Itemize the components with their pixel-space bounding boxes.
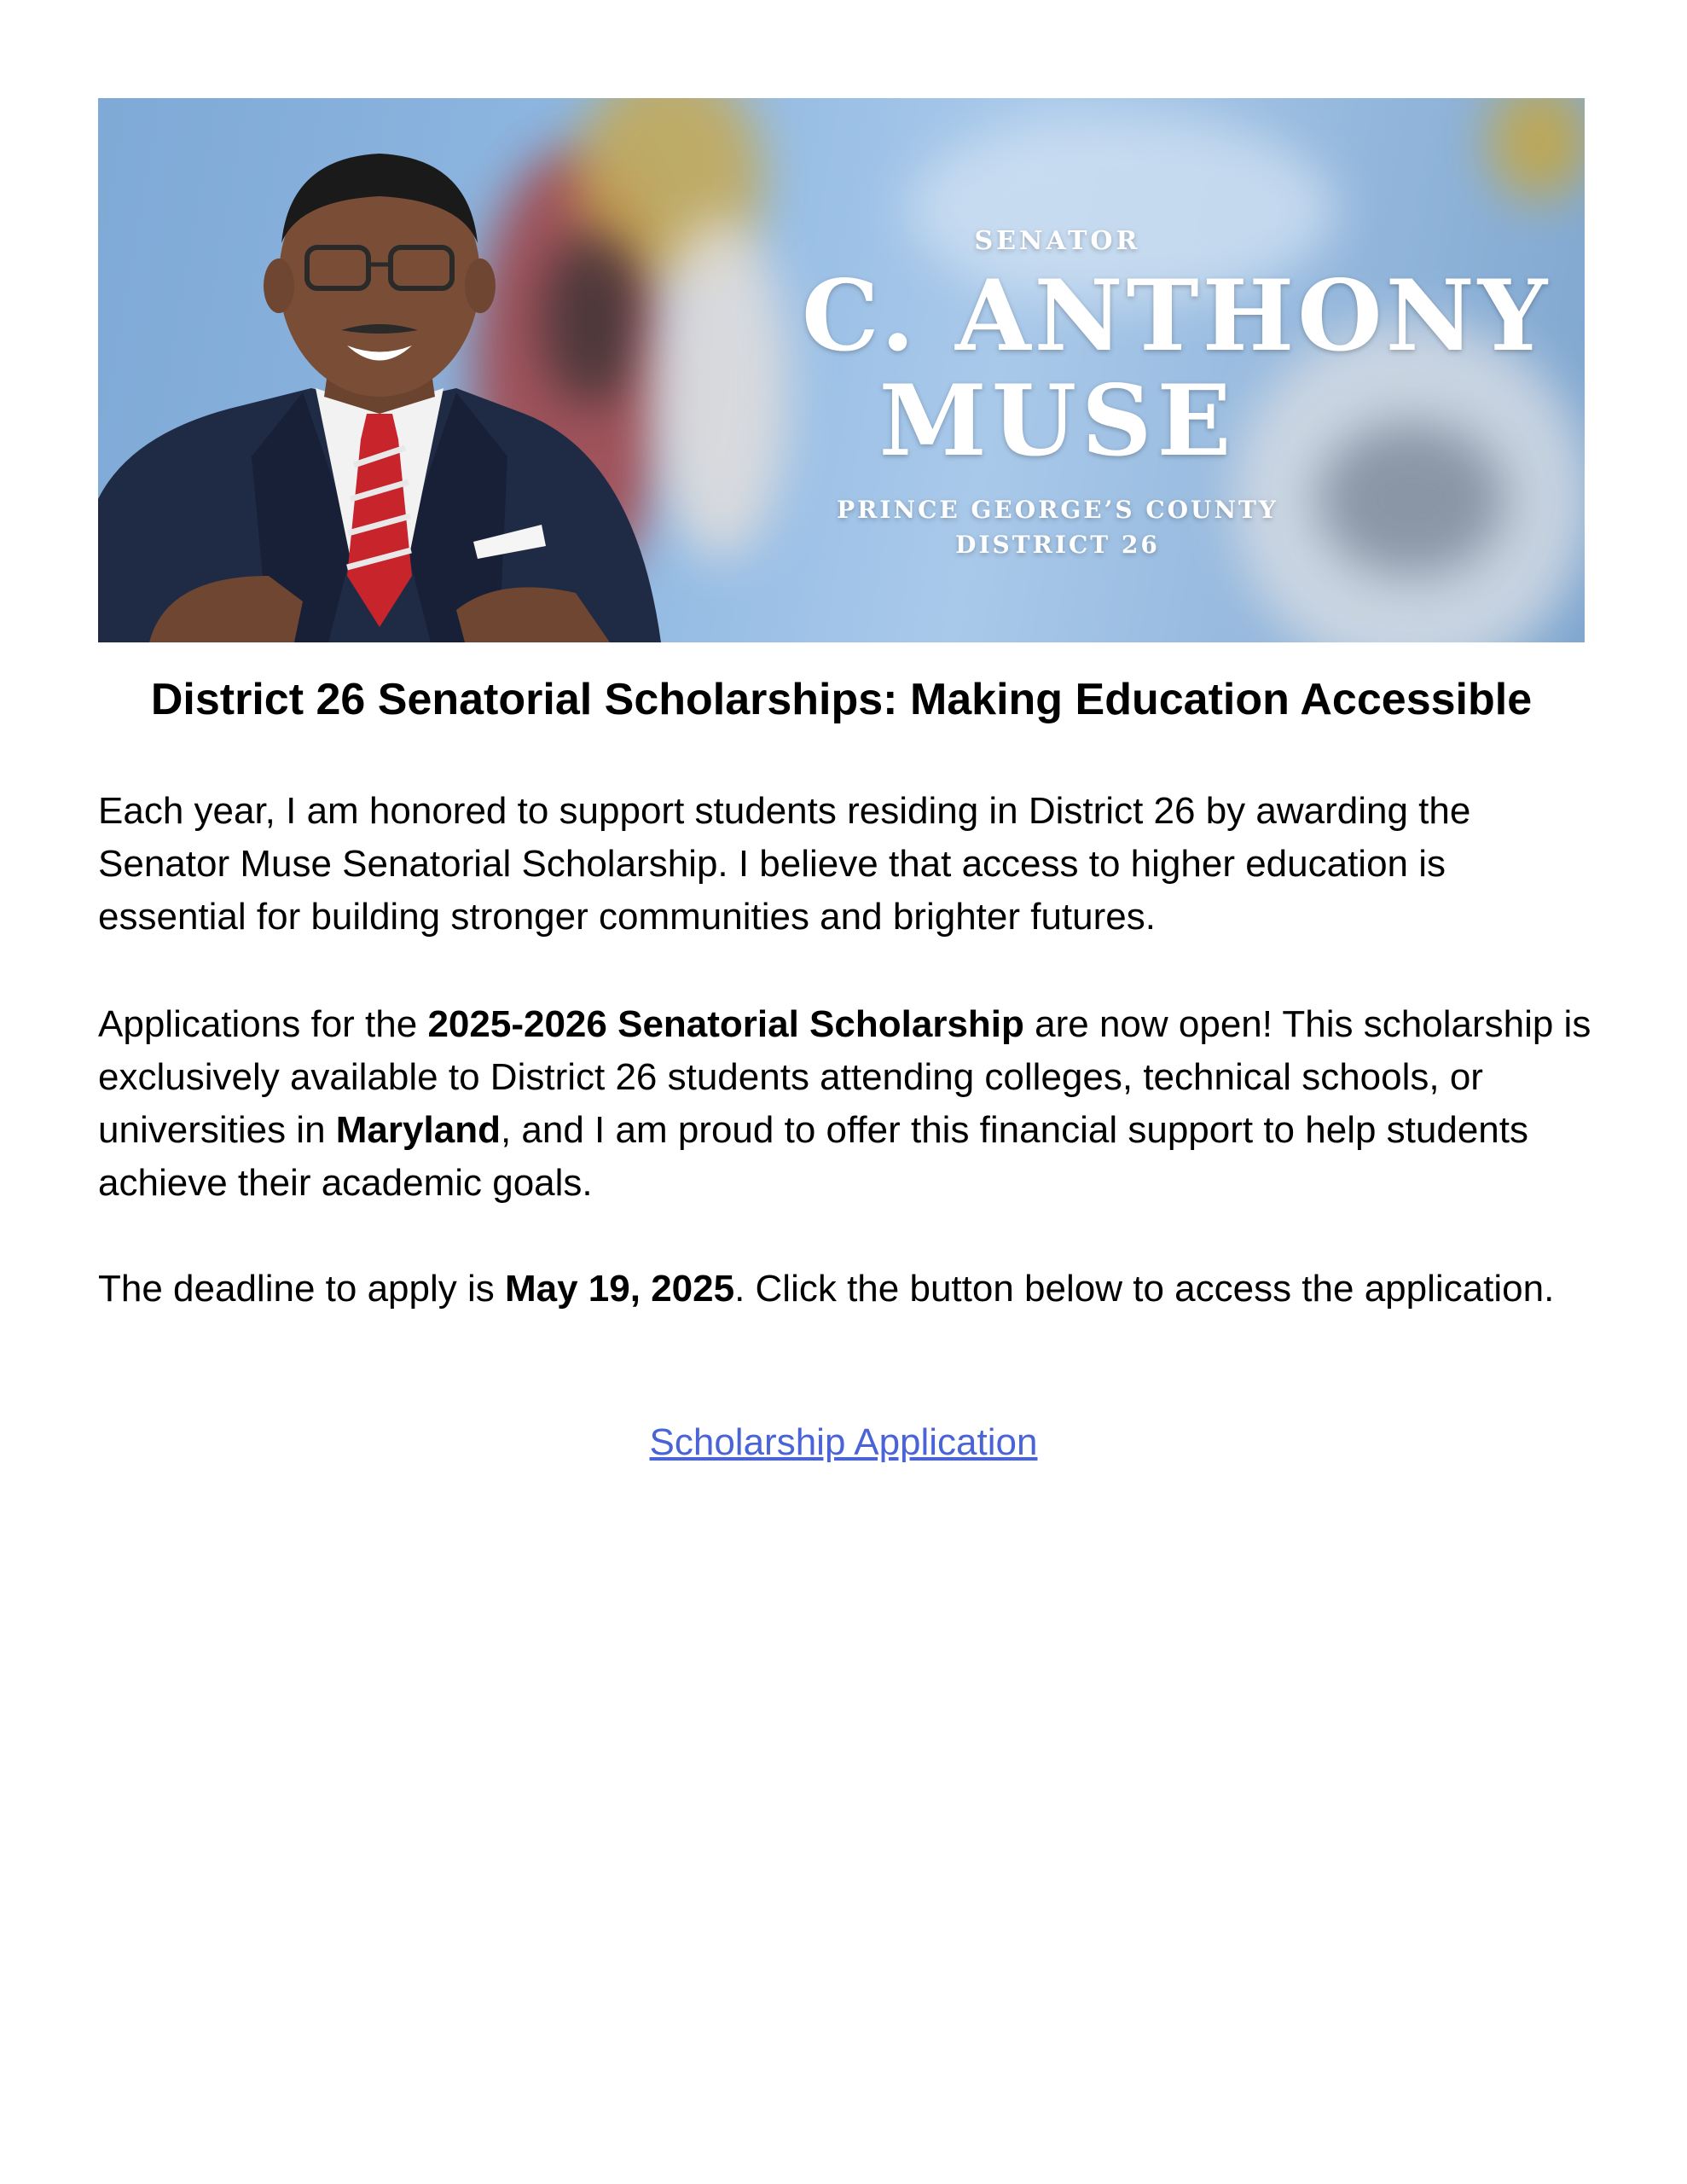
text-span: The deadline to apply is: [98, 1268, 505, 1310]
deadline-paragraph: [98, 1263, 1599, 1316]
header-banner: [98, 98, 1585, 642]
intro-paragraph: Each year, I am honored to support students residing in District 26 by awarding the Senator Muse Senatorial Scholarship. I believe that access to higher education is essential for building stronger communities and brighter futures.: [98, 790, 1471, 938]
applications-paragraph: [98, 998, 1599, 1210]
text-span: Applications for the: [98, 1003, 428, 1045]
text-span: are now open! This scholarship is exclusively available to District 26 students attending colleges, technical schools, or universities in: [98, 1003, 1591, 1151]
deadline-date-bold: May 19, 2025: [504, 1268, 735, 1310]
scholarship-year-bold: 2025-2026 Senatorial Scholarship: [427, 1003, 1024, 1045]
state-bold: Maryland: [335, 1109, 501, 1151]
senator-portrait: [98, 98, 678, 642]
banner-pretitle: SENATOR: [974, 226, 1141, 256]
banner-subtitle-district: DISTRICT 26: [955, 531, 1160, 559]
text-span: . Click the button below to access the application.: [734, 1268, 1555, 1310]
text-span: , and I am proud to offer this financial support to help students achieve their academic goals.: [98, 1109, 1528, 1204]
banner-subtitle-county: PRINCE GEORGE’S COUNTY: [837, 496, 1278, 524]
banner-name-line1: C. ANTHONY: [802, 258, 1551, 373]
banner-name-line2: MUSE: [878, 363, 1237, 478]
application-link-container: [0, 1416, 1687, 1469]
scholarship-application-link[interactable]: Scholarship Application: [649, 1421, 1038, 1463]
banner-title-block: [695, 98, 1585, 642]
page-title: District 26 Senatorial Scholarships: Making Education Accessible: [150, 675, 1533, 724]
